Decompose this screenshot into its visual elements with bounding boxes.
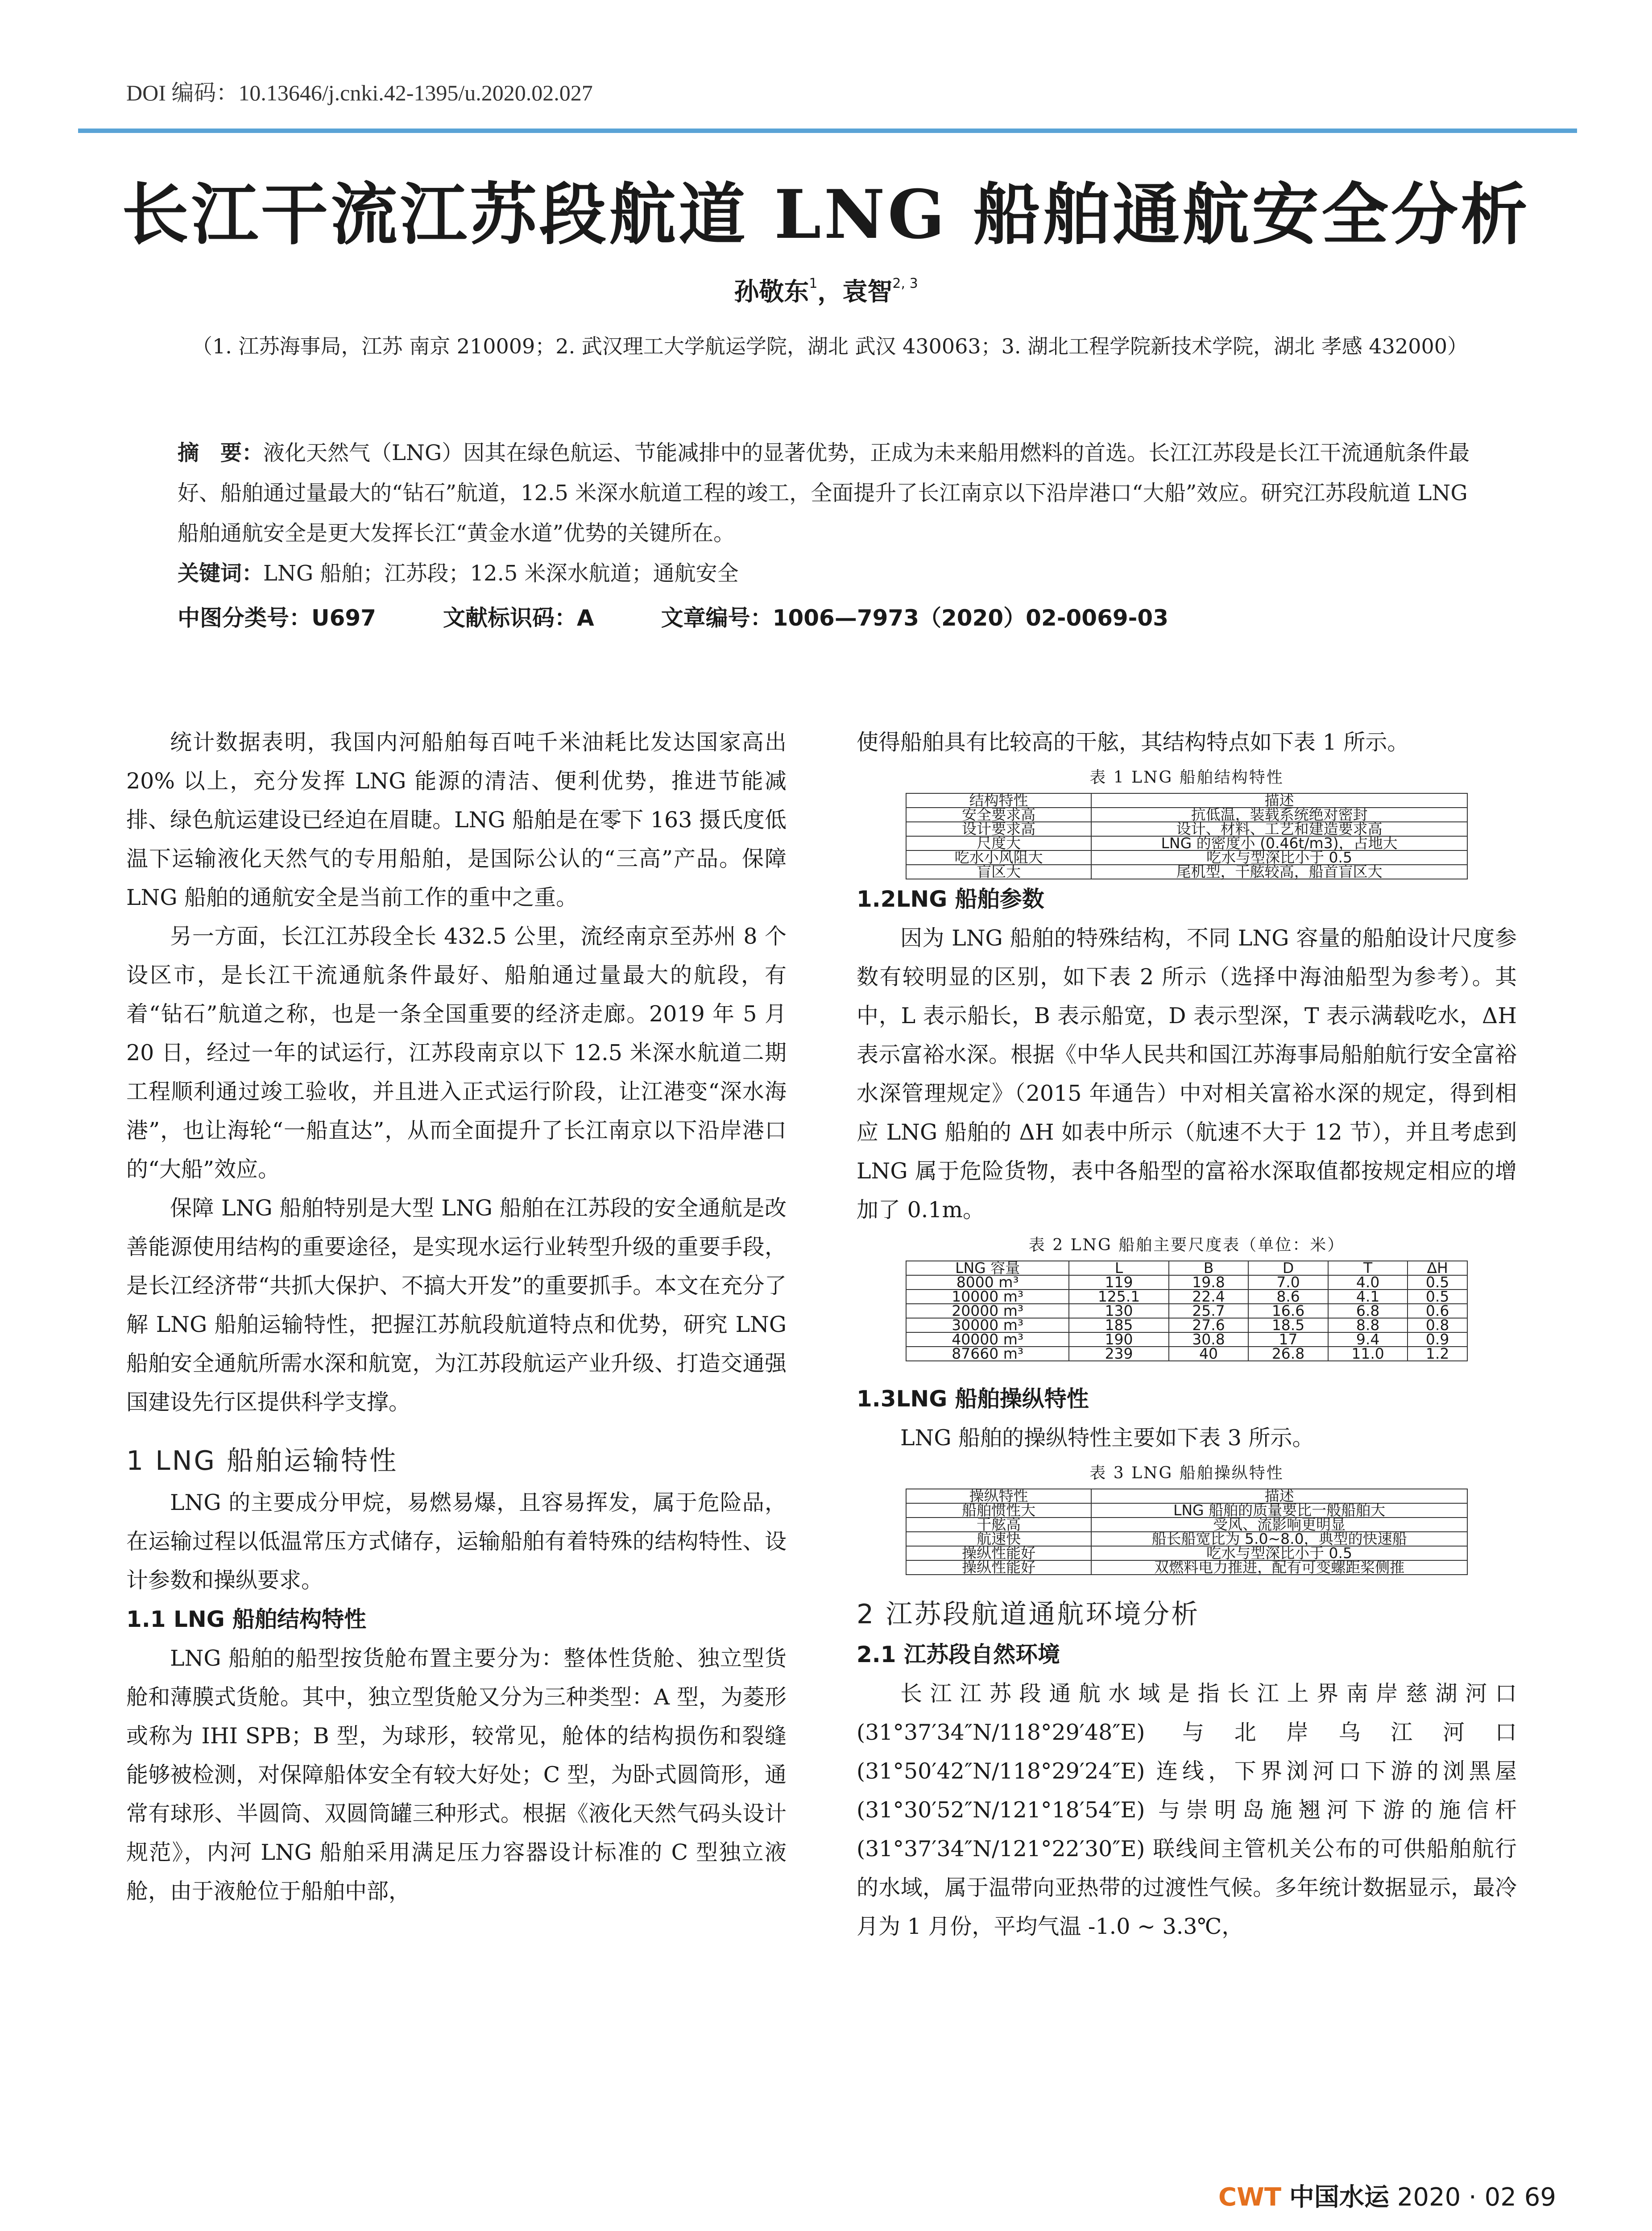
document-code: 文献标识码：A [443,605,594,631]
table-2 [906,1261,1468,1361]
author-separator: ， [817,278,843,307]
table-cell: 尾机型，干舷较高，船首盲区大 [1091,865,1467,879]
keywords-label: 关键词： [178,561,264,586]
abstract [178,433,1489,553]
table-cell: 20000 m³ [906,1304,1069,1318]
table-cell: 受风、流影响更明显 [1091,1518,1467,1532]
table-cell: 船长船宽比为 5.0~8.0，典型的快速船 [1091,1532,1467,1546]
paragraph: 因为 LNG 船舶的特殊结构，不同 LNG 容量的船舶设计尺度参数有较明显的区别，如下表 2 所示（选择中海油船型为参考）。其中，L 表示船长，B 表示船宽，D 表示型深，T 表示满载吃水，ΔH 表示富裕水深。根据《中华人民共和国江苏海事局船舶航行安全富裕水深管理规定》（2015 年通告）中对相关富裕水深的规定，得到相应 LNG 船舶的 ΔH 如表中所示（航速不大于 12 节），并且考虑到 LNG 属于危险货物，表中各船型的富裕水深取值都按规定相应的增加了 0.1m。 [857,925,1517,1223]
table-cell: 操纵特性 [906,1489,1091,1503]
table-row [906,1560,1467,1575]
table-cell: 8000 m³ [906,1275,1069,1290]
table-cell: ΔH [1408,1261,1467,1275]
section-heading-1-1: 1.1 LNG 船舶结构特性 [126,1606,367,1632]
table-cell: 描述 [1091,1489,1467,1503]
table-cell: 吃水与型深比小于 0.5 [1091,1546,1467,1560]
table-cell: 17 [1248,1332,1328,1347]
paragraph: LNG 船舶的船型按货舱布置主要分为：整体性货舱、独立型货舱和薄膜式货舱。其中，独立型货舱又分为三种类型：A 型，为菱形或称为 IHI SPB；B 型，为球形，较常见，舱体的结构损伤和裂缝能够被检测，对保障船体安全有较大好处；C 型，为卧式圆筒形，通常有球形、半圆筒、双圆筒罐三种形式。根据《液化天然气码头设计规范》，内河 LNG 船舶采用满足压力容器设计标准的 C 型独立液舱，由于液舱位于船舶中部， [126,1646,787,1904]
table-cell: 0.5 [1408,1275,1467,1290]
section-heading-2: 2 江苏段航道通航环境分析 [857,1599,1200,1630]
table-cell: 0.8 [1408,1318,1467,1332]
table-cell: 描述 [1091,793,1467,808]
article-number: 文章编号：1006—7973（2020）02-0069-03 [661,605,1168,631]
table-cell: 1.2 [1408,1347,1467,1361]
table-cell: 190 [1069,1332,1168,1347]
table-cell: 0.9 [1408,1332,1467,1347]
table-cell: 30.8 [1169,1332,1249,1347]
table-cell: LNG 的密度小 (0.46t/m3)，占地大 [1091,836,1467,850]
table-cell: 0.5 [1408,1290,1467,1304]
table-cell: 航速快 [906,1532,1091,1546]
table-cell: 安全要求高 [906,808,1091,822]
table-cell: 19.8 [1169,1275,1249,1290]
table-cell: 4.1 [1328,1290,1408,1304]
table-cell: 25.7 [1169,1304,1249,1318]
table-cell: 9.4 [1328,1332,1408,1347]
table-cell: 操纵性能好 [906,1560,1091,1575]
spacer [857,1361,1517,1379]
table-cell: 22.4 [1169,1290,1249,1304]
paragraph: 统计数据表明，我国内河船舶每百吨千米油耗比发达国家高出 20% 以上，充分发挥 LNG 能源的清洁、便利优势，推进节能减排、绿色航运建设已经迫在眉睫。LNG 船舶是在零下 163 摄氏度低温下运输液化天然气的专用船舶，是国际公认的“三高”产品。保障 LNG 船舶的通航安全是当前工作的重中之重。 [126,730,787,910]
table-cell: 6.8 [1328,1304,1408,1318]
keywords [178,553,1489,593]
page-number: 69 [1524,2183,1556,2212]
table-cell: 尺度大 [906,836,1091,850]
table-cell: L [1069,1261,1168,1275]
keywords-text: LNG 船舶；江苏段；12.5 米深水航道；通航安全 [263,561,739,586]
table-cell: 操纵性能好 [906,1546,1091,1560]
header-rule [78,129,1577,133]
table-cell: D [1248,1261,1328,1275]
paper-title: 长江干流江苏段航道 LNG 船舶通航安全分析 [121,175,1531,254]
author-2-affil-mark: 2, 3 [892,276,918,291]
paragraph: 使得船舶具有比较高的干舷，其结构特点如下表 1 所示。 [857,730,1409,755]
table-3 [906,1489,1468,1575]
table-cell: 8.8 [1328,1318,1408,1332]
right-column [857,723,1517,1946]
section-heading-1: 1 LNG 船舶运输特性 [126,1445,398,1476]
section-heading-1-3: 1.3LNG 船舶操纵特性 [857,1386,1089,1412]
table-cell: 7.0 [1248,1275,1328,1290]
table-cell: 40 [1169,1347,1249,1361]
table-3-caption: 表 3 LNG 船舶操纵特性 [1089,1464,1284,1482]
table-cell: 4.0 [1328,1275,1408,1290]
table-cell: 119 [1069,1275,1168,1290]
abstract-block [178,433,1489,593]
issue: 2020 · 02 [1397,2183,1516,2212]
table-1-caption: 表 1 LNG 船舶结构特性 [1089,768,1284,787]
table-cell: 0.6 [1408,1304,1467,1318]
table-cell: T [1328,1261,1408,1275]
table-cell: 抗低温，装载系统绝对密封 [1091,808,1467,822]
table-cell: 130 [1069,1304,1168,1318]
table-cell: 239 [1069,1347,1168,1361]
left-column [126,723,787,1911]
table-cell: 设计要求高 [906,822,1091,836]
abstract-text: 液化天然气（LNG）因其在绿色航运、节能减排中的显著优势，正成为未来船用燃料的首选。长江江苏段是长江干流通航条件最好、船舶通过量最大的“钻石”航道，12.5 米深水航道工程的竣工，全面提升了长江南京以下沿岸港口“大船”效应。研究江苏段航道 LNG 船舶通航安全是更大发挥长江“黄金水道”优势的关键所在。 [178,440,1470,546]
classification-line [178,600,1235,632]
paragraph: LNG 船舶的操纵特性主要如下表 3 所示。 [900,1425,1314,1451]
table-cell: 27.6 [1169,1318,1249,1332]
table-cell: 11.0 [1328,1347,1408,1361]
table-cell: 设计、材料、工艺和建造要求高 [1091,822,1467,836]
table-cell: 10000 m³ [906,1290,1069,1304]
author-2: 袁智 [842,278,893,307]
table-cell: 16.6 [1248,1304,1328,1318]
page-footer [1218,2177,1556,2213]
journal-name: 中国水运 [1289,2182,1389,2212]
table-cell: 30000 m³ [906,1318,1069,1332]
table-cell: 船舶惯性大 [906,1503,1091,1518]
table-cell: 125.1 [1069,1290,1168,1304]
table-cell: LNG 船舶的质量要比一般船舶大 [1091,1503,1467,1518]
clc-number: 中图分类号：U697 [178,605,376,631]
table-row [906,865,1467,879]
paragraph: LNG 的主要成分甲烷，易燃易爆，且容易挥发，属于危险品，在运输过程以低温常压方式储存，运输船舶有着特殊的结构特性、设计参数和操纵要求。 [126,1490,787,1593]
table-cell: 8.6 [1248,1290,1328,1304]
affiliations: （1. 江苏海事局，江苏 南京 210009；2. 武汉理工大学航运学院，湖北 武汉 430063；3. 湖北工程学院新技术学院，湖北 孝感 432000） [191,334,1468,358]
table-1 [906,793,1468,879]
author-1: 孙敬东 [734,278,809,307]
section-heading-2-1: 2.1 江苏段自然环境 [857,1642,1060,1667]
table-cell: 吃水小风阻大 [906,850,1091,865]
table-cell: 40000 m³ [906,1332,1069,1347]
table-cell: 结构特性 [906,793,1091,808]
abstract-label: 摘 要： [178,440,264,465]
journal-logo-cwt: CWT [1218,2183,1282,2212]
section-heading-1-2: 1.2LNG 船舶参数 [857,886,1044,912]
table-cell: 18.5 [1248,1318,1328,1332]
table-row [906,1347,1467,1361]
paragraph: 另一方面，长江江苏段全长 432.5 公里，流经南京至苏州 8 个设区市，是长江干流通航条件最好、船舶通过量最大的航段，有着“钻石”航道之称，也是一条全国重要的经济走廊。2019 年 5 月 20 日，经过一年的试运行，江苏段南京以下 12.5 米深水航道二期工程顺利通过竣工验收，并且进入正式运行阶段，让江港变“深水海港”，也让海轮“一船直达”，从而全面提升了长江南京以下沿岸港口的“大船”效应。 [126,924,787,1182]
table-cell: B [1169,1261,1249,1275]
table-cell: 干舷高 [906,1518,1091,1532]
table-cell: LNG 容量 [906,1261,1069,1275]
author-line [0,272,1652,308]
table-cell: 吃水与型深比小于 0.5 [1091,850,1467,865]
author-1-affil-mark: 1 [809,276,818,291]
table-cell: 87660 m³ [906,1347,1069,1361]
table-cell: 26.8 [1248,1347,1328,1361]
doi-line: DOI 编码：10.13646/j.cnki.42-1395/u.2020.02.027 [126,80,593,105]
table-2-caption: 表 2 LNG 船舶主要尺度表（单位：米） [1028,1236,1345,1254]
table-cell: 双燃料电力推进，配有可变螺距桨侧推 [1091,1560,1467,1575]
table-cell: 盲区大 [906,865,1091,879]
paragraph: 长江江苏段通航水域是指长江上界南岸慈湖河口 (31°37′34″N/118°29′48″E) 与北岸乌江河口 (31°50′42″N/118°29′24″E) 连线，下界浏河口下游的浏黑屋 (31°30′52″N/121°18′54″E) 与崇明岛施翘河下游的施信杆 (31°37′34″N/121°22′30″E) 联线间主管机关公布的可供船舶航行的水域，属于温带向亚热带的过渡性气候。多年统计数据显示，最冷月为 1 月份，平均气温 -1.0 ~ 3.3℃， [857,1681,1517,1939]
paragraph: 保障 LNG 船舶特别是大型 LNG 船舶在江苏段的安全通航是改善能源使用结构的重要途径，是实现水运行业转型升级的重要手段，是长江经济带“共抓大保护、不搞大开发”的重要抓手。本文在充分了解 LNG 船舶运输特性，把握江苏航段航道特点和优势，研究 LNG 船舶安全通航所需水深和航宽，为江苏段航运产业升级、打造交通强国建设先行区提供科学支撑。 [126,1195,787,1415]
table-cell: 185 [1069,1318,1168,1332]
